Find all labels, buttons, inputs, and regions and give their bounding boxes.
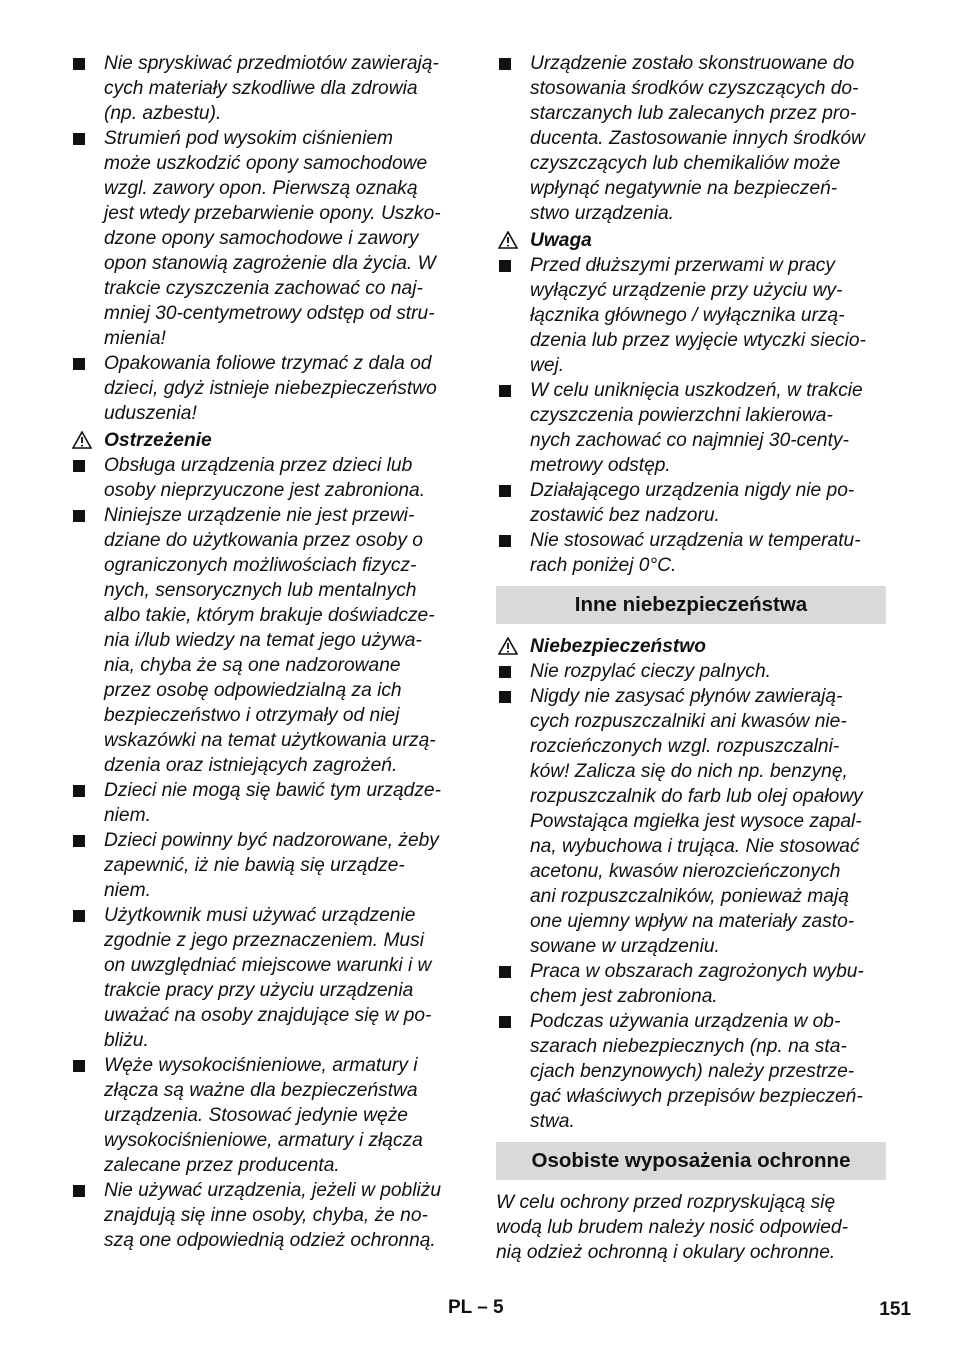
list-item xyxy=(70,1178,460,1253)
warning-triangle-icon xyxy=(498,231,518,249)
page-number: 151 xyxy=(879,1299,911,1320)
list-item-text: Dzieci powinny być nadzorowane, żeby zapewnić, iż nie bawią się urządze- niem. xyxy=(104,830,439,901)
square-bullet-icon xyxy=(499,691,511,703)
list-item-text: Działającego urządzenia nigdy nie po- zostawić bez nadzoru. xyxy=(530,480,855,526)
list-item-text: Nie rozpylać cieczy palnych. xyxy=(530,661,772,682)
list-item-text: Nigdy nie zasysać płynów zawierają- cych rozpuszczalniki ani kwasów nie- rozcieńczonych wzgl. rozpuszczalni- ków! Zalicza się do nich np. benzynę, rozpuszczalnik do farb lub olej opałowy Powstająca mgiełka jest wysoce zapal- na, wybuchowa i trująca. Nie stosować acetonu, kwasów nierozcieńczonych ani rozpuszczalników, ponieważ mają one ujemny wpływ na materiały zasto- sowane w urządzeniu. xyxy=(530,686,863,957)
list-item xyxy=(70,126,460,351)
danger-heading xyxy=(496,634,886,659)
list-item-text: W celu uniknięcia uszkodzeń, w trakcie czyszczenia powierzchni lakierowa- nych zachować co najmniej 30-centy- metrowy odstęp. xyxy=(530,380,863,476)
square-bullet-icon xyxy=(73,785,85,797)
list-item xyxy=(70,828,460,903)
square-bullet-icon xyxy=(73,835,85,847)
list-item xyxy=(496,253,886,378)
list-item-text: Nie używać urządzenia, jeżeli w pobliżu znajdują się inne osoby, chyba, że no- szą one odpowiednią odzież ochronną. xyxy=(104,1180,442,1251)
warning-triangle-icon xyxy=(72,431,92,449)
footer-language-page: PL – 5 xyxy=(448,1297,504,1318)
list-item-text: Dzieci nie mogą się bawić tym urządze- niem. xyxy=(104,780,441,826)
list-item xyxy=(70,351,460,426)
bullet-list xyxy=(70,453,460,1253)
list-item xyxy=(496,684,886,959)
list-item xyxy=(496,659,886,684)
list-item-text: Węże wysokociśnieniowe, armatury i złącza są ważne dla bezpieczeństwa urządzenia. Stosować jedynie węże wysokociśnieniowe, armatury i złącza zalecane przez producenta. xyxy=(104,1055,423,1176)
right-column xyxy=(496,51,886,1265)
list-item xyxy=(70,778,460,828)
list-item xyxy=(496,959,886,1009)
list-item-text: Podczas używania urządzenia w ob- szarach niebezpiecznych (np. na sta- cjach benzynowych) należy przestrze- gać właściwych przepisów bezpieczeń- stwa. xyxy=(530,1011,863,1132)
square-bullet-icon xyxy=(73,510,85,522)
square-bullet-icon xyxy=(73,910,85,922)
list-item-text: Niniejsze urządzenie nie jest przewi- dziane do użytkowania przez osoby o ograniczonych możliwościach fizycz- nych, sensorycznych lub mentalnych albo takie, którym brakuje doświadcze- nia i/lub wiedzy na temat jego używa- nia, chyba że są one nadzorowane przez osobę odpowiedzialną za ich bezpieczeństwo i otrzymały od niej wskazówki na temat użytkowania urzą- dzenia oraz istniejących zagrożeń. xyxy=(104,505,436,776)
square-bullet-icon xyxy=(499,535,511,547)
list-item xyxy=(70,1053,460,1178)
list-item-text: Obsługa urządzenia przez dzieci lub osoby nieprzyuczone jest zabroniona. xyxy=(104,455,426,501)
bullet-list xyxy=(70,51,460,426)
list-item xyxy=(70,903,460,1053)
warning-label: Ostrzeżenie xyxy=(104,430,212,451)
list-item xyxy=(496,1009,886,1134)
list-item xyxy=(70,453,460,503)
bullet-list xyxy=(496,659,886,1134)
list-item-text: Urządzenie zostało skonstruowane do stosowania środków czyszczących do- starczanych lub zalecanych przez pro- ducenta. Zastosowanie innych środków czyszczących lub chemikaliów może wpłynąć negatywnie na bezpieczeń- stwo urządzenia. xyxy=(530,53,865,224)
list-item-text: Strumień pod wysokim ciśnieniem może uszkodzić opony samochodowe wzgl. zawory opon. Pierwszą oznaką jest wtedy przebarwienie opony. Uszko- dzone opony samochodowe i zawory opon stanowią zagrożenie dla życia. W trakcie czyszczenia zachować co naj- mniej 30-centymetrowy odstęp od stru- mienia! xyxy=(104,128,441,349)
square-bullet-icon xyxy=(499,966,511,978)
list-item xyxy=(70,51,460,126)
list-item-text: Nie stosować urządzenia w temperatu- rach poniżej 0°C. xyxy=(530,530,861,576)
square-bullet-icon xyxy=(499,58,511,70)
list-item-text: Opakowania foliowe trzymać z dala od dzieci, gdyż istnieje niebezpieczeństwo uduszenia! xyxy=(104,353,437,424)
square-bullet-icon xyxy=(73,58,85,70)
square-bullet-icon xyxy=(73,358,85,370)
square-bullet-icon xyxy=(73,133,85,145)
list-item-text: Przed dłuższymi przerwami w pracy wyłączyć urządzenie przy użyciu wy- łącznika głównego / wyłącznika urzą- dzenia lub przez wyjęcie wtyczki siecio- wej. xyxy=(530,255,866,376)
square-bullet-icon xyxy=(499,666,511,678)
list-item xyxy=(496,378,886,478)
square-bullet-icon xyxy=(499,260,511,272)
left-column xyxy=(70,51,460,1253)
list-item-text: Nie spryskiwać przedmiotów zawierają- cych materiały szkodliwe dla zdrowia (np. azbestu). xyxy=(104,53,439,124)
section-heading: Osobiste wyposażenia ochronne xyxy=(496,1142,886,1180)
list-item-text: Użytkownik musi używać urządzenie zgodnie z jego przeznaczeniem. Musi on uwzględniać miejscowe warunki i w trakcie pracy przy użyciu urządzenia uważać na osoby znajdujące się w po- bliżu. xyxy=(104,905,432,1051)
square-bullet-icon xyxy=(499,385,511,397)
list-item xyxy=(496,51,886,226)
list-item xyxy=(496,528,886,578)
paragraph: W celu ochrony przed rozpryskującą się wodą lub brudem należy nosić odpowied- nią odzież ochronną i okulary ochronne. xyxy=(496,1192,848,1263)
list-item xyxy=(496,478,886,528)
square-bullet-icon xyxy=(73,1185,85,1197)
danger-label: Niebezpieczeństwo xyxy=(530,636,706,657)
warning-triangle-icon xyxy=(498,637,518,655)
list-item-text: Praca w obszarach zagrożonych wybu- chem jest zabroniona. xyxy=(530,961,864,1007)
list-item xyxy=(70,503,460,778)
square-bullet-icon xyxy=(73,1060,85,1072)
section-heading: Inne niebezpieczeństwa xyxy=(496,586,886,624)
caution-heading xyxy=(496,228,886,253)
bullet-list xyxy=(496,51,886,226)
square-bullet-icon xyxy=(73,460,85,472)
square-bullet-icon xyxy=(499,485,511,497)
warning-heading xyxy=(70,428,460,453)
square-bullet-icon xyxy=(499,1016,511,1028)
caution-label: Uwaga xyxy=(530,230,592,251)
bullet-list xyxy=(496,253,886,578)
